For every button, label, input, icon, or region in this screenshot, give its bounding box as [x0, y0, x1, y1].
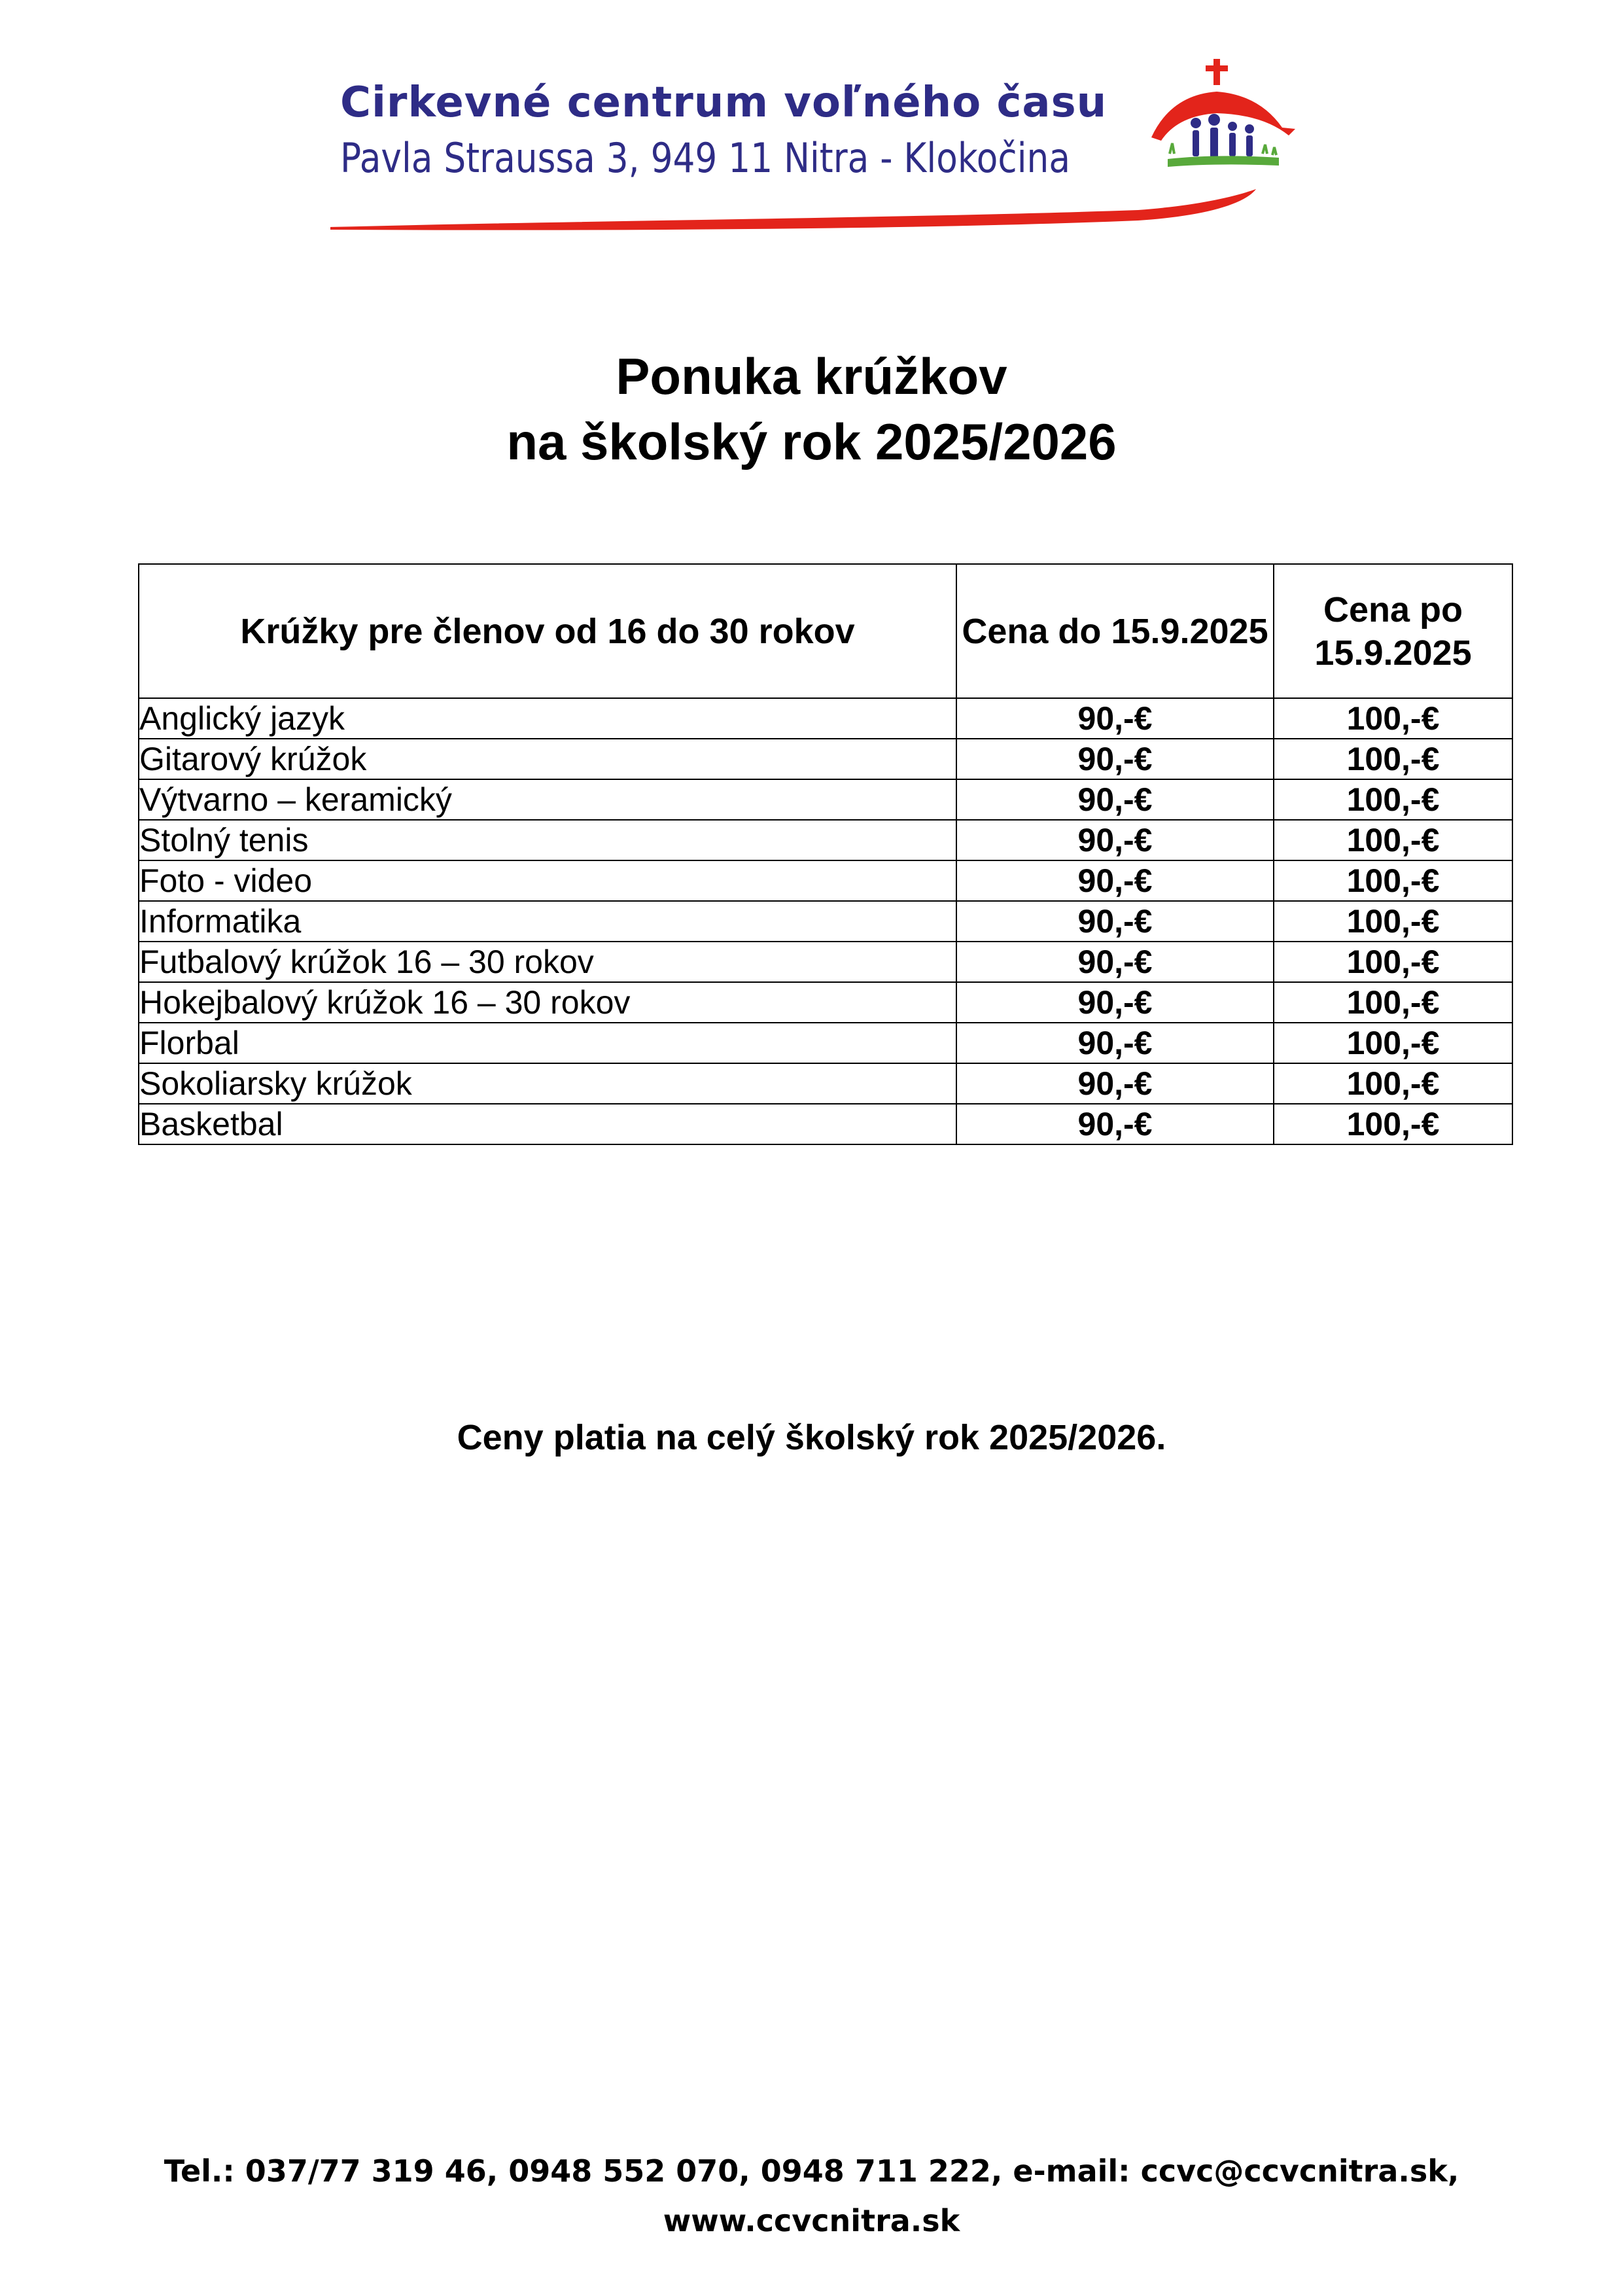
club-name: Výtvarno – keramický	[139, 779, 956, 820]
table-header-row	[139, 564, 1512, 698]
price-before: 90,-€	[956, 860, 1274, 901]
column-header-club: Krúžky pre členov od 16 do 30 rokov	[139, 564, 956, 698]
price-after: 100,-€	[1274, 779, 1512, 820]
price-after: 100,-€	[1274, 1104, 1512, 1144]
price-after: 100,-€	[1274, 901, 1512, 942]
price-before: 90,-€	[956, 942, 1274, 982]
price-before: 90,-€	[956, 739, 1274, 779]
price-after: 100,-€	[1274, 982, 1512, 1023]
title-line-1: Ponuka krúžkov	[616, 347, 1007, 405]
price-after: 100,-€	[1274, 942, 1512, 982]
column-header-price-before: Cena do 15.9.2025	[956, 564, 1274, 698]
church-family-logo-icon	[1132, 56, 1308, 186]
price-before: 90,-€	[956, 1063, 1274, 1104]
price-after: 100,-€	[1274, 860, 1512, 901]
price-validity-note: Ceny platia na celý školský rok 2025/2026.	[457, 1418, 1166, 1457]
organization-name: Cirkevné centrum voľného času	[340, 79, 1108, 127]
price-before: 90,-€	[956, 982, 1274, 1023]
table-row	[139, 901, 1512, 942]
table-row	[139, 860, 1512, 901]
table-row	[139, 982, 1512, 1023]
club-name: Gitarový krúžok	[139, 739, 956, 779]
club-name: Basketbal	[139, 1104, 956, 1144]
footer-website: www.ccvcnitra.sk	[663, 2203, 960, 2238]
price-before: 90,-€	[956, 698, 1274, 739]
club-name: Florbal	[139, 1023, 956, 1063]
club-name: Futbalový krúžok 16 – 30 rokov	[139, 942, 956, 982]
price-after: 100,-€	[1274, 1023, 1512, 1063]
price-after: 100,-€	[1274, 739, 1512, 779]
letterhead	[327, 56, 1308, 252]
price-table	[138, 563, 1513, 1145]
page-title	[0, 344, 1623, 474]
table-row	[139, 1023, 1512, 1063]
price-after: 100,-€	[1274, 698, 1512, 739]
club-name: Anglický jazyk	[139, 698, 956, 739]
club-name: Hokejbalový krúžok 16 – 30 rokov	[139, 982, 956, 1023]
table-row	[139, 779, 1512, 820]
price-before: 90,-€	[956, 820, 1274, 860]
table-row	[139, 942, 1512, 982]
table-row	[139, 1063, 1512, 1104]
club-name: Foto - video	[139, 860, 956, 901]
table-row	[139, 820, 1512, 860]
red-swoosh-underline	[327, 186, 1308, 239]
organization-address: Pavla Straussa 3, 949 11 Nitra - Klokočina	[340, 134, 1071, 182]
price-after: 100,-€	[1274, 1063, 1512, 1104]
price-before: 90,-€	[956, 901, 1274, 942]
club-name: Sokoliarsky krúžok	[139, 1063, 956, 1104]
footer-contact: Tel.: 037/77 319 46, 0948 552 070, 0948 711 222, e-mail: ccvc@ccvcnitra.sk,	[164, 2153, 1459, 2189]
price-after: 100,-€	[1274, 820, 1512, 860]
column-header-price-after: Cena po 15.9.2025	[1274, 564, 1512, 698]
table-row	[139, 1104, 1512, 1144]
title-line-2: na školský rok 2025/2026	[506, 413, 1117, 470]
club-name: Stolný tenis	[139, 820, 956, 860]
footer	[0, 2146, 1623, 2246]
table-row	[139, 698, 1512, 739]
club-name: Informatika	[139, 901, 956, 942]
price-before: 90,-€	[956, 779, 1274, 820]
table-row	[139, 739, 1512, 779]
price-before: 90,-€	[956, 1023, 1274, 1063]
price-before: 90,-€	[956, 1104, 1274, 1144]
